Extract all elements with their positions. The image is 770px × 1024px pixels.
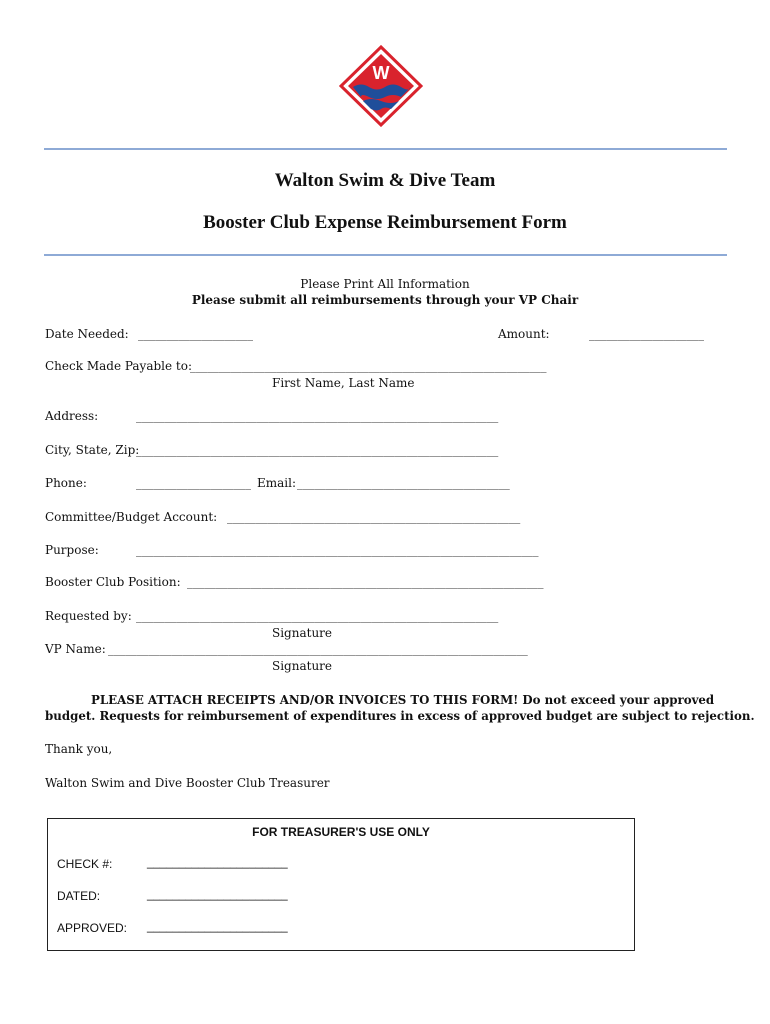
position-field[interactable]: ______________________________________________________________ bbox=[187, 575, 544, 589]
dated-field[interactable]: ______________________ bbox=[147, 889, 288, 901]
signoff: Walton Swim and Dive Booster Club Treasurer bbox=[45, 776, 330, 790]
payable-to-field[interactable]: ______________________________________________________________ bbox=[190, 359, 547, 373]
phone-label: Phone: bbox=[45, 476, 87, 490]
notice-line-2: budget. Requests for reimbursement of expenditures in excess of approved budget are subject to rejection. bbox=[45, 709, 755, 723]
notice-line-1: PLEASE ATTACH RECEIPTS AND/OR INVOICES TO THIS FORM! Do not exceed your approved bbox=[91, 693, 715, 707]
approved-label: APPROVED: bbox=[57, 921, 128, 935]
purpose-label: Purpose: bbox=[45, 543, 99, 557]
team-logo bbox=[339, 45, 423, 127]
top-divider bbox=[44, 148, 727, 150]
payable-to-caption: First Name, Last Name bbox=[272, 376, 415, 390]
instruction-print: Please Print All Information bbox=[300, 277, 470, 291]
form-subtitle: Booster Club Expense Reimbursement Form bbox=[203, 212, 567, 233]
address-field[interactable]: _______________________________________________________________ bbox=[136, 409, 499, 423]
date-needed-label: Date Needed: bbox=[45, 327, 129, 341]
check-number-label: CHECK #: bbox=[57, 857, 113, 871]
treasurer-box-title: FOR TREASURER'S USE ONLY bbox=[252, 825, 430, 839]
dated-label: DATED: bbox=[57, 889, 101, 903]
logo-diamond-icon bbox=[339, 45, 423, 127]
payable-to-label: Check Made Payable to: bbox=[45, 359, 193, 373]
requested-by-label: Requested by: bbox=[45, 609, 132, 623]
form-title: Walton Swim & Dive Team bbox=[274, 170, 496, 191]
city-state-zip-field[interactable]: _______________________________________________________________ bbox=[136, 443, 499, 457]
position-label: Booster Club Position: bbox=[45, 575, 181, 589]
purpose-field[interactable]: ______________________________________________________________________ bbox=[136, 543, 539, 557]
approved-field[interactable]: ______________________ bbox=[147, 921, 288, 933]
city-state-zip-label: City, State, Zip: bbox=[45, 443, 140, 457]
vp-name-field[interactable]: _________________________________________________________________________ bbox=[108, 642, 528, 656]
requested-by-field[interactable]: _______________________________________________________________ bbox=[136, 609, 499, 623]
instruction-submit: Please submit all reimbursements through your VP Chair bbox=[191, 293, 579, 307]
thank-you: Thank you, bbox=[45, 742, 113, 756]
check-number-field[interactable]: ______________________ bbox=[147, 857, 288, 869]
requested-by-caption: Signature bbox=[272, 626, 333, 640]
vp-name-label: VP Name: bbox=[45, 642, 106, 656]
treasurer-box bbox=[47, 818, 635, 951]
address-label: Address: bbox=[45, 409, 99, 423]
email-label: Email: bbox=[257, 476, 297, 490]
phone-field[interactable]: ____________________ bbox=[136, 476, 251, 490]
logo-letter: W bbox=[372, 63, 390, 83]
date-needed-field[interactable]: ____________________ bbox=[138, 327, 253, 341]
email-field[interactable]: _____________________________________ bbox=[297, 476, 510, 490]
committee-label: Committee/Budget Account: bbox=[45, 510, 218, 524]
committee-field[interactable]: ___________________________________________________ bbox=[227, 510, 521, 524]
amount-label: Amount: bbox=[498, 327, 550, 341]
amount-field[interactable]: ____________________ bbox=[589, 327, 704, 341]
vp-name-caption: Signature bbox=[272, 659, 333, 673]
header-divider bbox=[44, 254, 727, 256]
